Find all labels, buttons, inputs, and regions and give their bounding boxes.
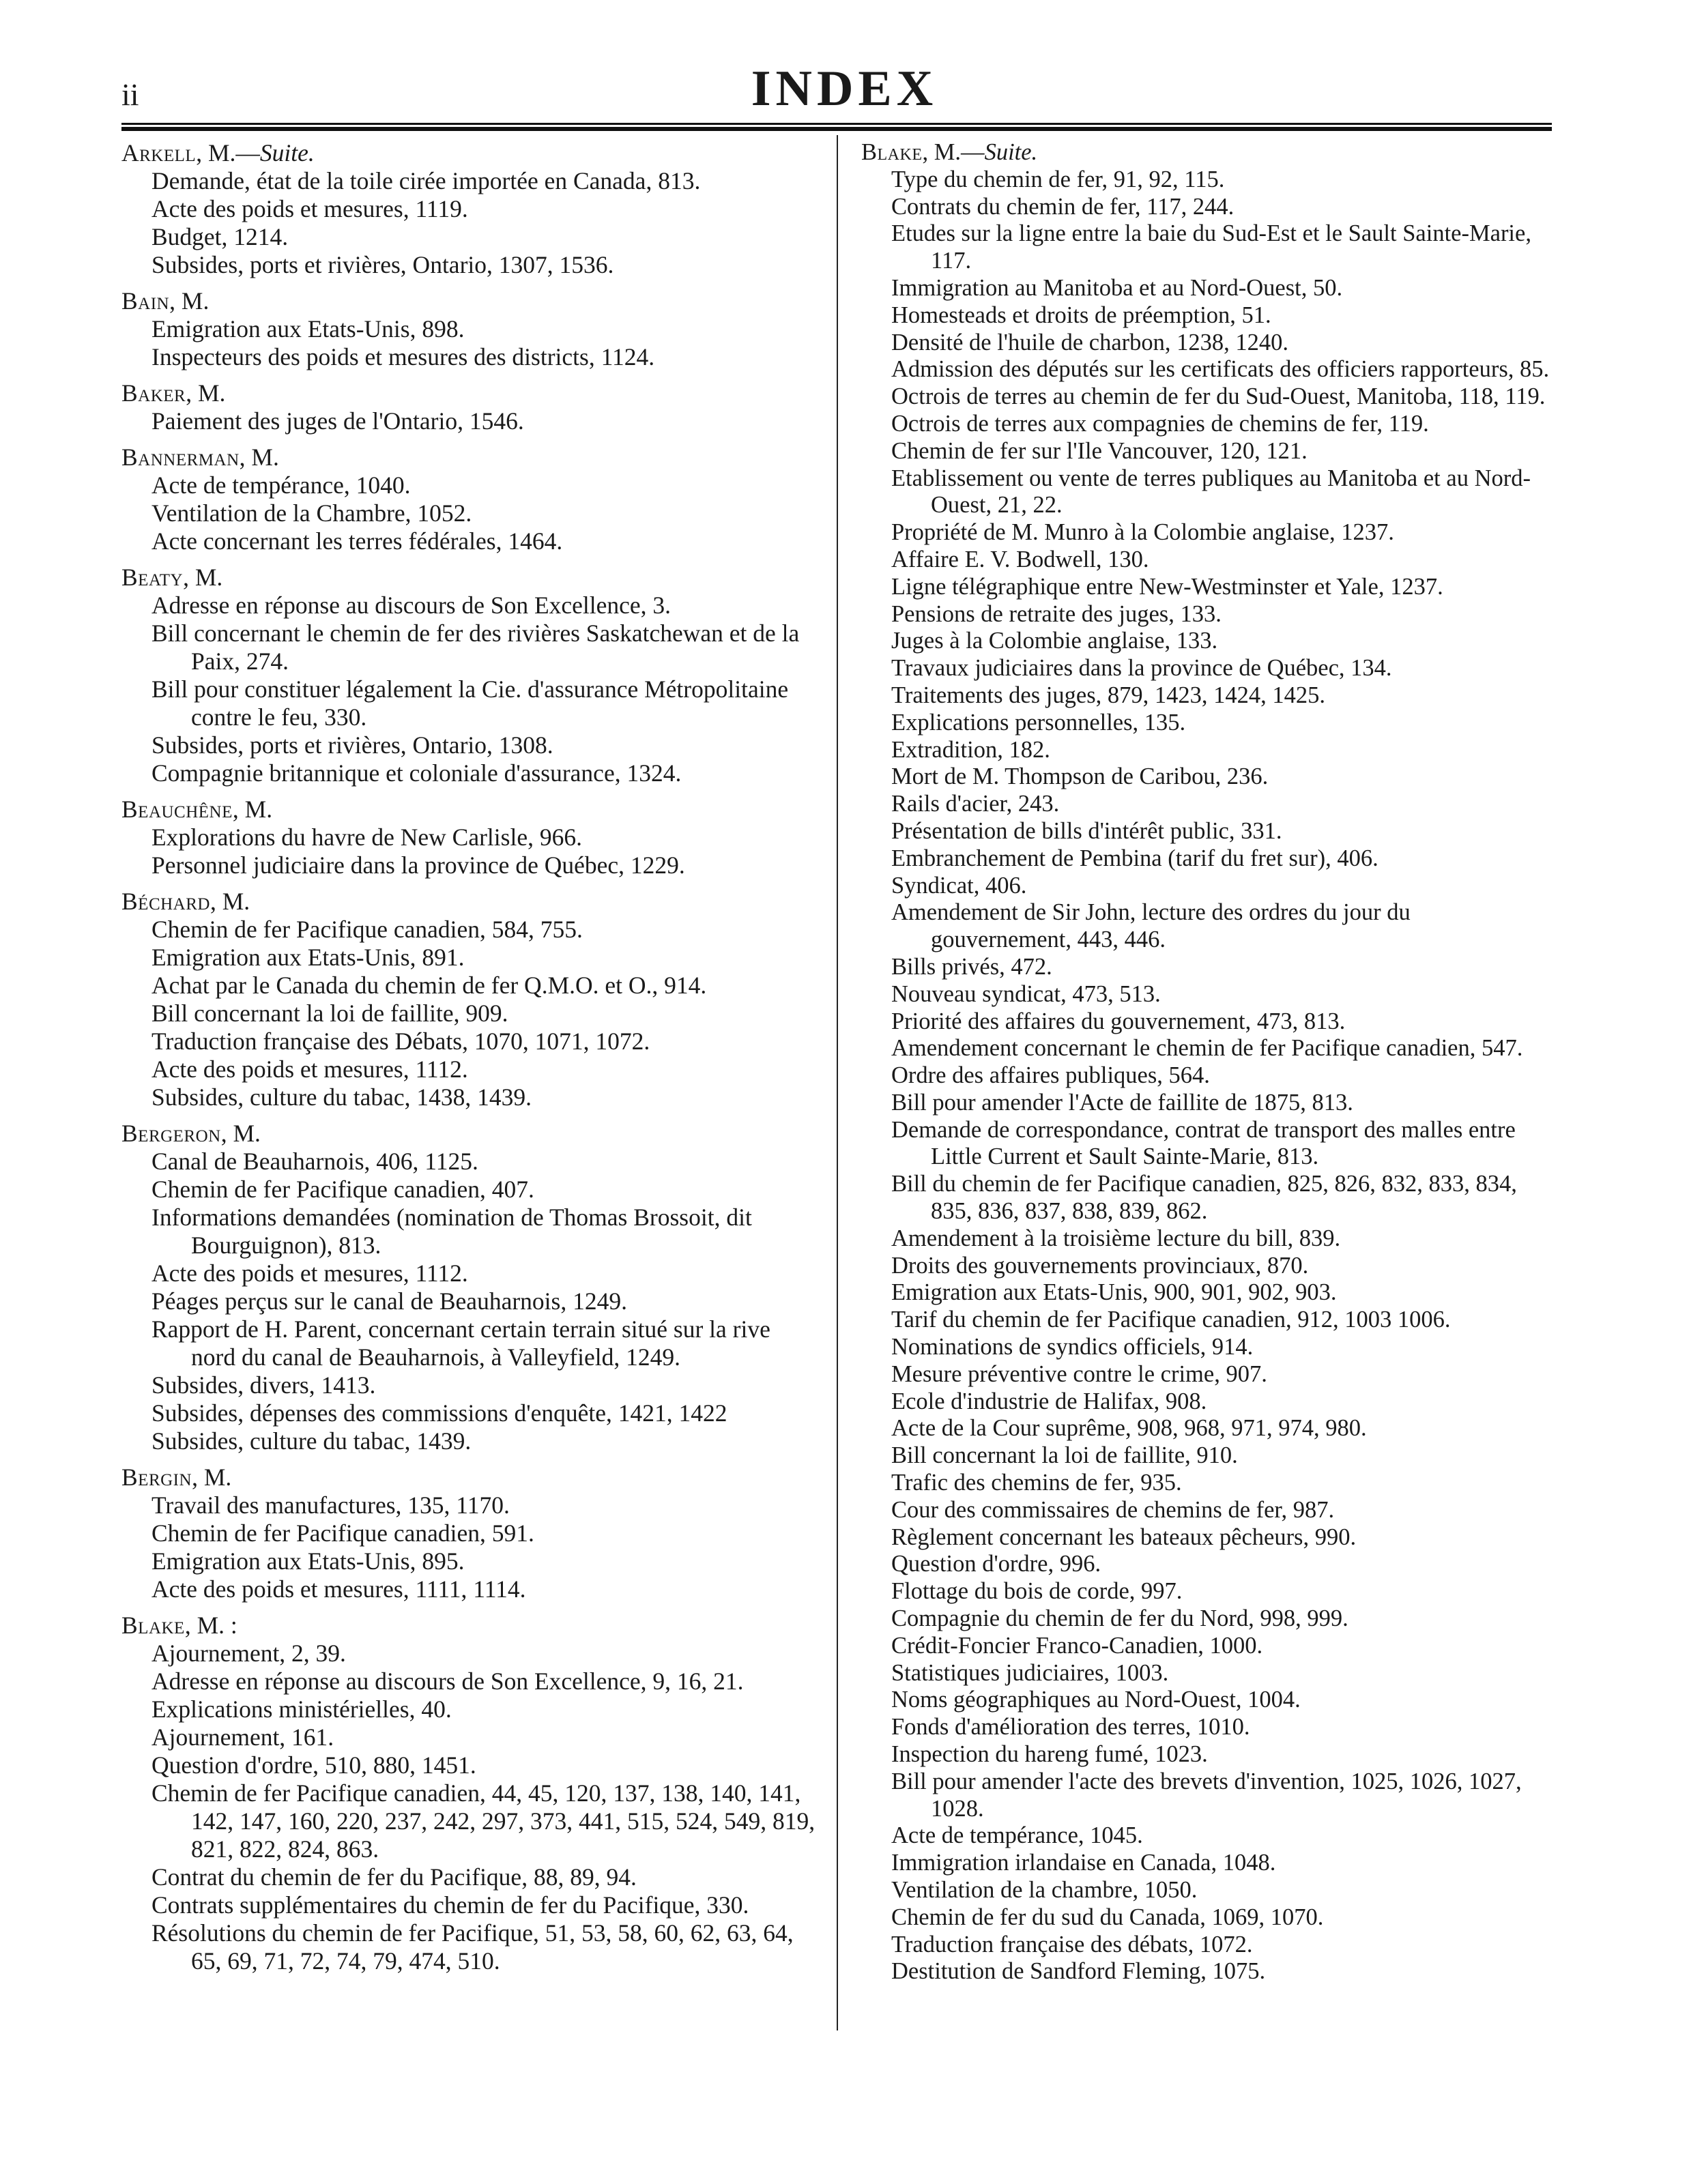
index-subentry: Destitution de Sandford Fleming, 1075. [891, 1958, 1266, 1985]
member-surname: Bergeron [121, 1120, 221, 1147]
entry-heading [121, 1612, 819, 1640]
index-subentry: Bill pour constituer légalement la Cie. d'assurance Métropolitaine contre le feu, 330. [151, 675, 789, 731]
index-subentry: Mort de M. Thompson de Caribou, 236. [891, 763, 1269, 790]
entry-heading [121, 287, 819, 315]
index-entry [121, 564, 819, 787]
index-subentry: Type du chemin de fer, 91, 92, 115. [891, 166, 1225, 192]
index-subentry: Propriété de M. Munro à la Colombie anglaise, 1237. [891, 519, 1394, 546]
member-surname: Blake [121, 1612, 185, 1639]
column-divider [837, 135, 838, 2030]
index-subentry: Flottage du bois de corde, 997. [891, 1578, 1183, 1605]
index-subentry: Droits des gouvernements provinciaux, 870. [891, 1252, 1309, 1279]
index-subentry: Péages perçus sur le canal de Beauharnois, 1249. [151, 1287, 627, 1315]
index-subentry: Ajournement, 2, 39. [151, 1640, 346, 1667]
index-subentry: Subsides, dépenses des commissions d'enquête, 1421, 1422 [151, 1399, 727, 1427]
index-entry [121, 379, 819, 435]
index-subentry: Pensions de retraite des juges, 133. [891, 600, 1222, 627]
index-subentry: Embranchement de Pembina (tarif du fret sur), 406. [891, 845, 1378, 871]
index-subentry: Homesteads et droits de préemption, 51. [891, 302, 1271, 328]
continued-label: Suite. [259, 139, 315, 166]
entry-heading [121, 564, 819, 592]
member-surname: Blake [861, 139, 923, 165]
index-subentry: Etablissement ou vente de terres publiques au Manitoba et au Nord-Ouest, 21, 22. [891, 465, 1531, 519]
index-subentry: Noms géographiques au Nord-Ouest, 1004. [891, 1687, 1301, 1713]
index-subentry: Densité de l'huile de charbon, 1238, 1240. [891, 329, 1289, 355]
entry-heading [121, 443, 819, 471]
index-subentry: Contrats supplémentaires du chemin de fer du Pacifique, 330. [151, 1891, 749, 1919]
index-subentry: Octrois de terres aux compagnies de chemins de fer, 119. [891, 410, 1429, 437]
index-subentry: Contrats du chemin de fer, 117, 244. [891, 193, 1235, 220]
member-title: , M. [220, 1120, 261, 1147]
index-subentry: Emigration aux Etats-Unis, 898. [151, 315, 465, 343]
index-subentry: Chemin de fer Pacifique canadien, 584, 755. [151, 916, 583, 943]
index-subentry: Trafic des chemins de fer, 935. [891, 1470, 1182, 1496]
index-subentry: Affaire E. V. Bodwell, 130. [891, 546, 1149, 572]
index-subentry: Achat par le Canada du chemin de fer Q.M.O. et O., 914. [151, 972, 707, 999]
index-subentry: Explications ministérielles, 40. [151, 1695, 452, 1723]
member-title: , M. [186, 379, 226, 407]
index-entry [121, 443, 819, 555]
index-subentry: Bill concernant la loi de faillite, 909. [151, 1000, 508, 1027]
index-subentry: Emigration aux Etats-Unis, 891. [151, 944, 465, 971]
index-subentry: Présentation de bills d'intérêt public, 331. [891, 817, 1282, 844]
index-subentry: Subsides, divers, 1413. [151, 1371, 376, 1399]
index-subentry: Bills privés, 472. [891, 953, 1052, 980]
index-subentry: Extradition, 182. [891, 736, 1050, 763]
member-surname: Beaty [121, 564, 184, 591]
member-title: , M. : [184, 1612, 237, 1639]
entry-heading [121, 379, 819, 407]
index-subentry: Acte de tempérance, 1045. [891, 1822, 1143, 1849]
index-subentry: Adresse en réponse au discours de Son Excellence, 3. [151, 592, 672, 619]
index-subentry: Inspection du hareng fumé, 1023. [891, 1741, 1208, 1768]
index-subentry: Mesure préventive contre le crime, 907. [891, 1360, 1267, 1387]
index-subentry: Budget, 1214. [151, 223, 289, 250]
index-subentry: Syndicat, 406. [891, 872, 1027, 899]
index-subentry: Nominations de syndics officiels, 914. [891, 1334, 1254, 1360]
index-subentry: Chemin de fer du sud du Canada, 1069, 1070. [891, 1904, 1324, 1930]
index-subentry: Immigration au Manitoba et au Nord-Ouest, 50. [891, 274, 1343, 301]
index-subentry: Amendement à la troisième lecture du bill, 839. [891, 1225, 1341, 1251]
index-subentry: Paiement des juges de l'Ontario, 1546. [151, 407, 524, 435]
index-subentry: Bill du chemin de fer Pacifique canadien, 825, 826, 832, 833, 834, 835, 836, 837, 838, 839, 862. [891, 1171, 1517, 1225]
index-subentry: Bill pour amender l'Acte de faillite de 1875, 813. [891, 1089, 1353, 1116]
index-entry [121, 796, 819, 879]
index-subentry: Ventilation de la Chambre, 1052. [151, 499, 472, 527]
member-surname: Bannerman [121, 443, 240, 471]
entry-heading [121, 888, 819, 916]
index-subentry: Chemin de fer Pacifique canadien, 44, 45, 120, 137, 138, 140, 141, 142, 147, 160, 220, 237, 242, 297, 373, 441, 515, 524, 549, 819, 821, 822, 824, 863. [151, 1779, 815, 1863]
entry-heading [121, 139, 819, 167]
index-subentry: Compagnie britannique et coloniale d'assurance, 1324. [151, 759, 682, 787]
index-subentry: Question d'ordre, 510, 880, 1451. [151, 1751, 476, 1779]
index-subentry: Explorations du havre de New Carlisle, 966. [151, 824, 582, 851]
member-title: , M. [232, 796, 273, 823]
index-subentry: Emigration aux Etats-Unis, 900, 901, 902, 903. [891, 1279, 1337, 1306]
member-surname: Arkell [121, 139, 197, 166]
index-subentry: Acte de la Cour suprême, 908, 968, 971, 974, 980. [891, 1415, 1367, 1442]
index-subentry: Statistiques judiciaires, 1003. [891, 1659, 1169, 1686]
index-entry [121, 888, 819, 1111]
index-subentry: Adresse en réponse au discours de Son Excellence, 9, 16, 21. [151, 1668, 744, 1695]
member-surname: Bergin [121, 1464, 192, 1491]
page-title: INDEX [751, 61, 938, 117]
index-subentry: Traduction française des débats, 1072. [891, 1931, 1253, 1957]
index-subentry: Rapport de H. Parent, concernant certain terrain situé sur la rive nord du canal de Beauharnois, à Valleyfield, 1249. [151, 1315, 770, 1371]
page-number: ii [121, 77, 139, 112]
member-surname: Bain [121, 287, 170, 315]
index-subentry: Bill concernant le chemin de fer des rivières Saskatchewan et de la Paix, 274. [151, 620, 800, 675]
index-subentry: Résolutions du chemin de fer Pacifique, 51, 53, 58, 60, 62, 63, 64, 65, 69, 71, 72, 74, 79, 474, 510. [151, 1919, 794, 1975]
index-subentry: Acte des poids et mesures, 1112. [151, 1260, 468, 1287]
index-subentry: Travail des manufactures, 135, 1170. [151, 1491, 510, 1519]
index-entry [121, 139, 819, 279]
index-entry [121, 1120, 819, 1455]
member-title: , M. [192, 1464, 232, 1491]
index-subentry: Inspecteurs des poids et mesures des districts, 1124. [151, 343, 655, 370]
index-subentry: Ecole d'industrie de Halifax, 908. [891, 1388, 1207, 1414]
index-subentry: Ventilation de la chambre, 1050. [891, 1877, 1198, 1903]
index-subentry: Acte des poids et mesures, 1112. [151, 1055, 468, 1083]
index-subentry: Acte de tempérance, 1040. [151, 471, 411, 499]
member-title: , M. [183, 564, 223, 591]
index-subentry: Subsides, culture du tabac, 1439. [151, 1427, 472, 1455]
index-subentry: Traitements des juges, 879, 1423, 1424, 1425. [891, 682, 1325, 708]
index-subentry: Amendement concernant le chemin de fer Pacifique canadien, 547. [891, 1035, 1523, 1062]
index-subentry: Bill concernant la loi de faillite, 910. [891, 1442, 1238, 1469]
index-subentry: Travaux judiciaires dans la province de Québec, 134. [891, 655, 1392, 682]
member-title: , M. [239, 443, 279, 471]
index-subentry: Chemin de fer Pacifique canadien, 591. [151, 1519, 534, 1547]
index-entry [121, 1612, 819, 1975]
index-subentry: Canal de Beauharnois, 406, 1125. [151, 1148, 478, 1175]
index-subentry: Ordre des affaires publiques, 564. [891, 1062, 1210, 1089]
index-subentry: Acte des poids et mesures, 1119. [151, 195, 468, 222]
member-title: , M.— [922, 139, 985, 165]
index-subentry: Emigration aux Etats-Unis, 895. [151, 1547, 465, 1575]
index-subentry: Rails d'acier, 243. [891, 791, 1060, 817]
index-subentry: Contrat du chemin de fer du Pacifique, 88, 89, 94. [151, 1863, 637, 1891]
index-subentry: Amendement de Sir John, lecture des ordres du jour du gouvernement, 443, 446. [891, 899, 1411, 953]
index-subentry: Compagnie du chemin de fer du Nord, 998, 999. [891, 1605, 1348, 1632]
index-subentry: Tarif du chemin de fer Pacifique canadien, 912, 1003 1006. [891, 1307, 1451, 1333]
index-subentry: Informations demandées (nomination de Thomas Brossoit, dit Bourguignon), 813. [151, 1204, 752, 1259]
index-subentry: Chemin de fer sur l'Ile Vancouver, 120, 121. [891, 437, 1308, 464]
member-surname: Baker [121, 379, 186, 407]
member-title: , M. [169, 287, 210, 315]
index-subentry: Nouveau syndicat, 473, 513. [891, 980, 1161, 1007]
index-subentry: Crédit-Foncier Franco-Canadien, 1000. [891, 1632, 1263, 1659]
header-rule [121, 123, 1552, 125]
index-subentry: Règlement concernant les bateaux pêcheurs, 990. [891, 1524, 1357, 1550]
index-subentry: Juges à la Colombie anglaise, 133. [891, 628, 1218, 654]
index-subentry: Priorité des affaires du gouvernement, 473, 813. [891, 1008, 1346, 1034]
left-column [121, 139, 819, 1983]
index-subentry: Subsides, culture du tabac, 1438, 1439. [151, 1083, 532, 1111]
index-subentry: Etudes sur la ligne entre la baie du Sud-Est et le Sault Sainte-Marie, 117. [891, 220, 1531, 274]
right-column [861, 139, 1550, 1994]
index-subentry: Question d'ordre, 996. [891, 1551, 1101, 1577]
index-subentry: Explications personnelles, 135. [891, 709, 1186, 736]
entry-heading [121, 796, 819, 824]
index-subentry: Traduction française des Débats, 1070, 1071, 1072. [151, 1028, 650, 1055]
member-surname: Beauchêne [121, 796, 233, 823]
continued-label: Suite. [984, 139, 1038, 165]
index-subentry: Demande de correspondance, contrat de transport des malles entre Little Current et Sault Sainte-Marie, 813. [891, 1116, 1516, 1170]
index-subentry: Acte concernant les terres fédérales, 1464. [151, 527, 563, 555]
index-subentry: Octrois de terres au chemin de fer du Sud-Ouest, Manitoba, 118, 119. [891, 383, 1546, 410]
index-subentry: Admission des députés sur les certificats des officiers rapporteurs, 85. [891, 356, 1550, 383]
entry-heading [121, 1464, 819, 1491]
index-subentry: Ligne télégraphique entre New-Westminster et Yale, 1237. [891, 573, 1443, 600]
index-entry [861, 139, 1550, 1985]
index-subentry: Demande, état de la toile cirée importée en Canada, 813. [151, 167, 701, 194]
index-subentry: Ajournement, 161. [151, 1723, 334, 1751]
index-subentry: Immigration irlandaise en Canada, 1048. [891, 1850, 1276, 1876]
entry-heading [121, 1120, 819, 1148]
index-subentry: Subsides, ports et rivières, Ontario, 1307, 1536. [151, 251, 614, 278]
member-surname: Béchard [121, 888, 210, 915]
index-subentry: Acte des poids et mesures, 1111, 1114. [151, 1575, 526, 1603]
index-entry [121, 1464, 819, 1603]
entry-heading [861, 139, 1550, 166]
index-subentry: Bill pour amender l'acte des brevets d'invention, 1025, 1026, 1027, 1028. [891, 1768, 1522, 1822]
index-subentry: Personnel judiciaire dans la province de Québec, 1229. [151, 851, 685, 879]
index-subentry: Fonds d'amélioration des terres, 1010. [891, 1714, 1250, 1741]
member-title: , M.— [196, 139, 260, 166]
index-subentry: Chemin de fer Pacifique canadien, 407. [151, 1176, 534, 1203]
index-entry [121, 287, 819, 371]
index-subentry: Cour des commissaires de chemins de fer, 987. [891, 1496, 1335, 1523]
header-rule-thick [121, 127, 1552, 131]
member-title: , M. [210, 888, 250, 915]
index-subentry: Subsides, ports et rivières, Ontario, 1308. [151, 731, 553, 759]
